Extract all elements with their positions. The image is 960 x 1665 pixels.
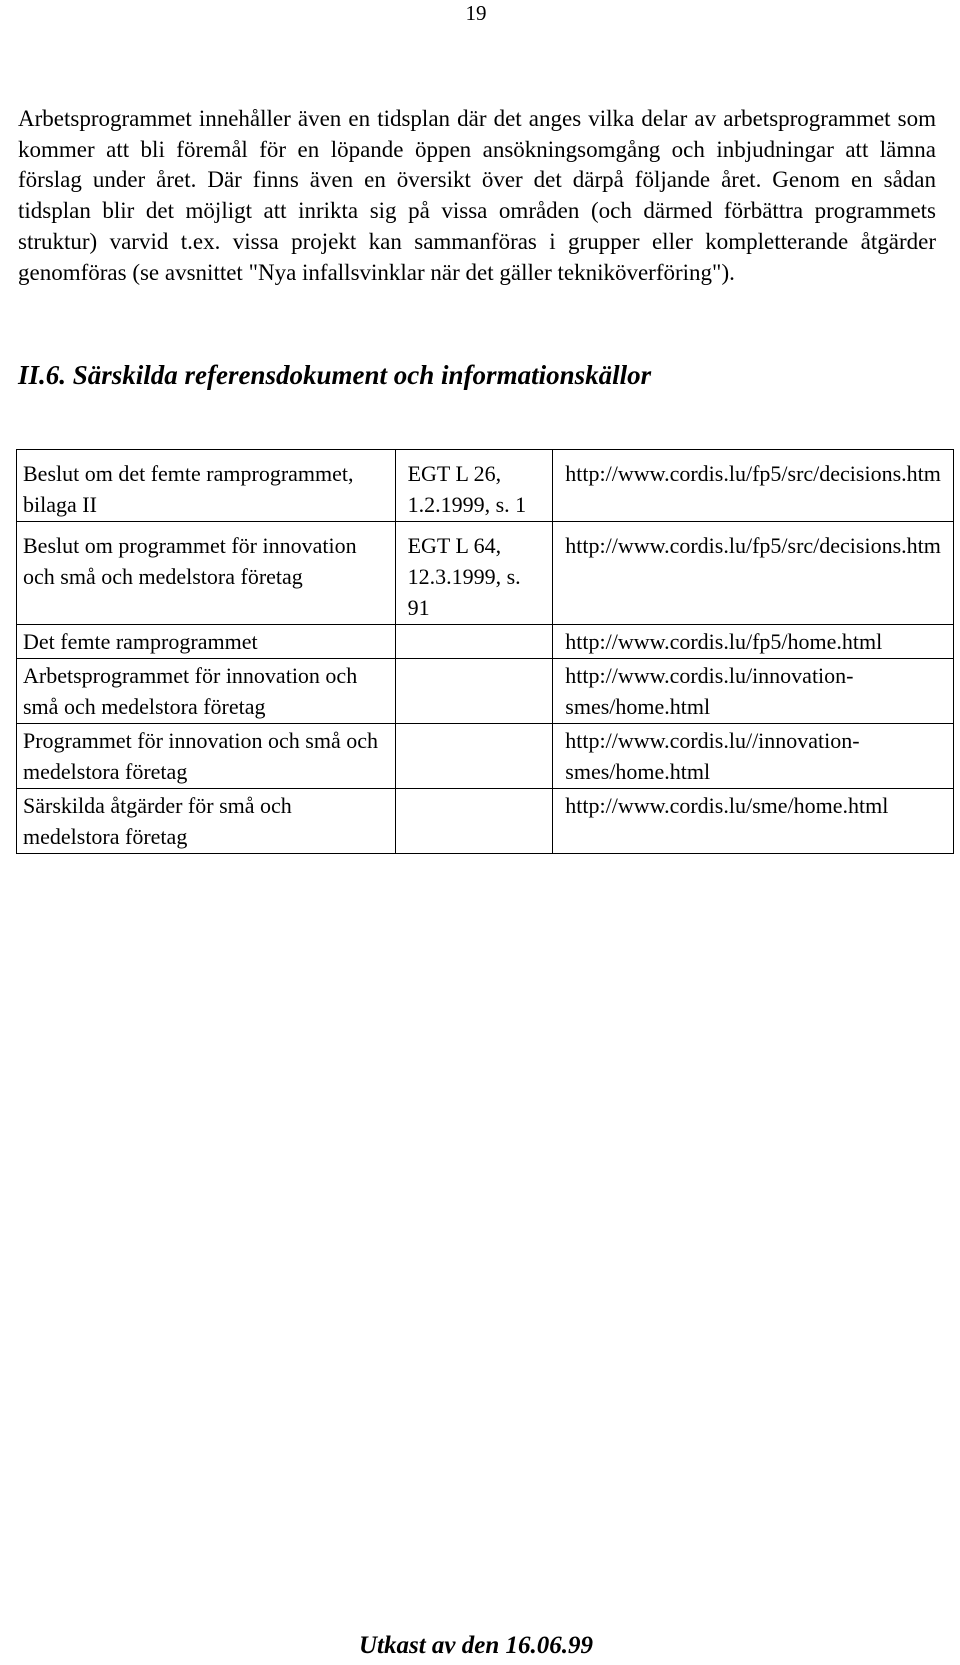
draft-date-footer: Utkast av den 16.06.99	[358, 1632, 594, 1659]
url-link[interactable]: http://www.cordis.lu/fp5/src/decisions.htm	[553, 450, 954, 522]
document-name-cell: Programmet för innovation och små och medelstora företag	[17, 724, 396, 789]
url-link[interactable]: http://www.cordis.lu/innovation-smes/home.html	[553, 659, 954, 724]
document-name-cell: Särskilda åtgärder för små och medelstora företag	[17, 789, 396, 854]
section-heading: II.6. Särskilda referensdokument och informationskällor	[18, 360, 652, 390]
document-name-cell: Beslut om det femte ramprogrammet, bilaga II	[17, 450, 396, 522]
official-journal-reference-cell	[395, 659, 553, 724]
url-link[interactable]: http://www.cordis.lu/sme/home.html	[553, 789, 954, 854]
page-number: 19	[465, 1, 487, 25]
document-name-cell: Det femte ramprogrammet	[17, 625, 396, 659]
official-journal-reference-cell: EGT L 26, 1.2.1999, s. 1	[395, 450, 553, 522]
table-row	[17, 789, 954, 854]
table-row	[17, 724, 954, 789]
url-link[interactable]: http://www.cordis.lu/fp5/src/decisions.htm	[553, 522, 954, 625]
official-journal-reference-cell	[395, 724, 553, 789]
document-name-cell: Beslut om programmet för innovation och små och medelstora företag	[17, 522, 396, 625]
url-link[interactable]: http://www.cordis.lu//innovation-smes/home.html	[553, 724, 954, 789]
official-journal-reference-cell: EGT L 64, 12.3.1999, s. 91	[395, 522, 553, 625]
official-journal-reference-cell	[395, 789, 553, 854]
table-row	[17, 625, 954, 659]
table-row	[17, 522, 954, 625]
table-row	[17, 450, 954, 522]
table-row	[17, 659, 954, 724]
body-paragraph: Arbetsprogrammet innehåller även en tidsplan där det anges vilka delar av arbetsprogrammet som kommer att bli föremål för en löpande öppen ansökningsomgång och inbjudningar att lämna förslag under året. Där finns även en översikt över det därpå följande året. Genom en sådan tidsplan blir det möjligt att inrikta sig på vissa områden (och därmed förbättra programmets struktur) varvid t.ex. vissa projekt kan sammanföras i grupper eller kompletterande åtgärder genomföras (se avsnittet "Nya infallsvinklar när det gäller tekniköverföring").	[18, 106, 936, 285]
document-name-cell: Arbetsprogrammet för innovation och små och medelstora företag	[17, 659, 396, 724]
reference-table	[16, 449, 954, 854]
url-link[interactable]: http://www.cordis.lu/fp5/home.html	[553, 625, 954, 659]
official-journal-reference-cell	[395, 625, 553, 659]
